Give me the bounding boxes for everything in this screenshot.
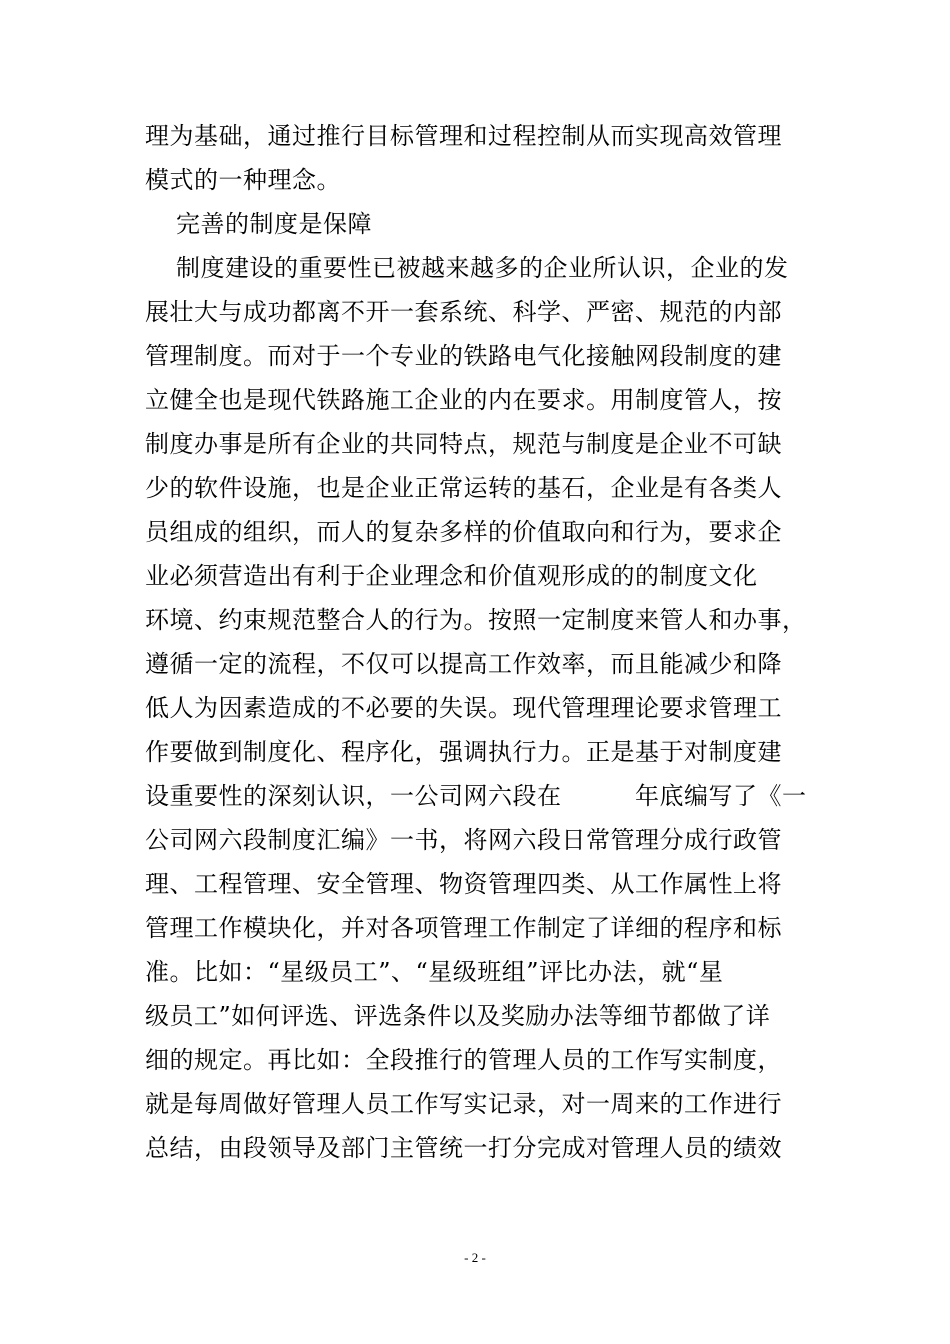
- body-text-line: 理为基础，通过推行目标管理和过程控制从而实现高效管理: [145, 122, 782, 150]
- section-heading: 完善的制度是保障: [176, 210, 372, 238]
- body-text-line: 就是每周做好管理人员工作写实记录，对一周来的工作进行: [145, 1090, 782, 1118]
- body-text-line: 少的软件设施，也是企业正常运转的基石，企业是有各类人: [145, 474, 782, 502]
- body-text-line: 细的规定。再比如：全段推行的管理人员的工作写实制度，: [145, 1046, 782, 1074]
- body-text-line: 低人为因素造成的不必要的失误。现代管理理论要求管理工: [145, 694, 782, 722]
- body-text-line: 制度建设的重要性已被越来越多的企业所认识，企业的发: [176, 254, 789, 282]
- body-text-line: 模式的一种理念。: [145, 166, 341, 194]
- body-text-line: 展壮大与成功都离不开一套系统、科学、严密、规范的内部: [145, 298, 782, 326]
- body-text-line: 环境、约束规范整合人的行为。按照一定制度来管人和办事，: [145, 606, 807, 634]
- body-text-line: 制度办事是所有企业的共同特点，规范与制度是企业不可缺: [145, 430, 782, 458]
- body-text-line: 管理工作模块化，并对各项管理工作制定了详细的程序和标: [145, 914, 782, 942]
- body-text-line: 业必须营造出有利于企业理念和价值观形成的的制度文化: [145, 562, 758, 590]
- body-text-line: 作要做到制度化、程序化，强调执行力。正是基于对制度建: [145, 738, 782, 766]
- body-text-line: 公司网六段制度汇编》一书，将网六段日常管理分成行政管: [145, 826, 782, 854]
- body-text-line: 总结，由段领导及部门主管统一打分完成对管理人员的绩效: [145, 1134, 782, 1162]
- body-text-line: 立健全也是现代铁路施工企业的内在要求。用制度管人，按: [145, 386, 782, 414]
- body-text-line: 员组成的组织，而人的复杂多样的价值取向和行为，要求企: [145, 518, 782, 546]
- body-text-line: 理、工程管理、安全管理、物资管理四类、从工作属性上将: [145, 870, 782, 898]
- body-text-line: 级员工”如何评选、评选条件以及奖励办法等细节都做了详: [145, 1002, 771, 1030]
- body-text-line: 遵循一定的流程，不仅可以提高工作效率，而且能减少和降: [145, 650, 782, 678]
- page-number: - 2 -: [464, 1250, 486, 1265]
- body-text-line: 设重要性的深刻认识，一公司网六段在 年底编写了《一: [145, 782, 807, 810]
- body-text-line: 准。比如：“星级员工”、“星级班组”评比办法，就“星: [145, 958, 724, 986]
- body-text-line: 管理制度。而对于一个专业的铁路电气化接触网段制度的建: [145, 342, 782, 370]
